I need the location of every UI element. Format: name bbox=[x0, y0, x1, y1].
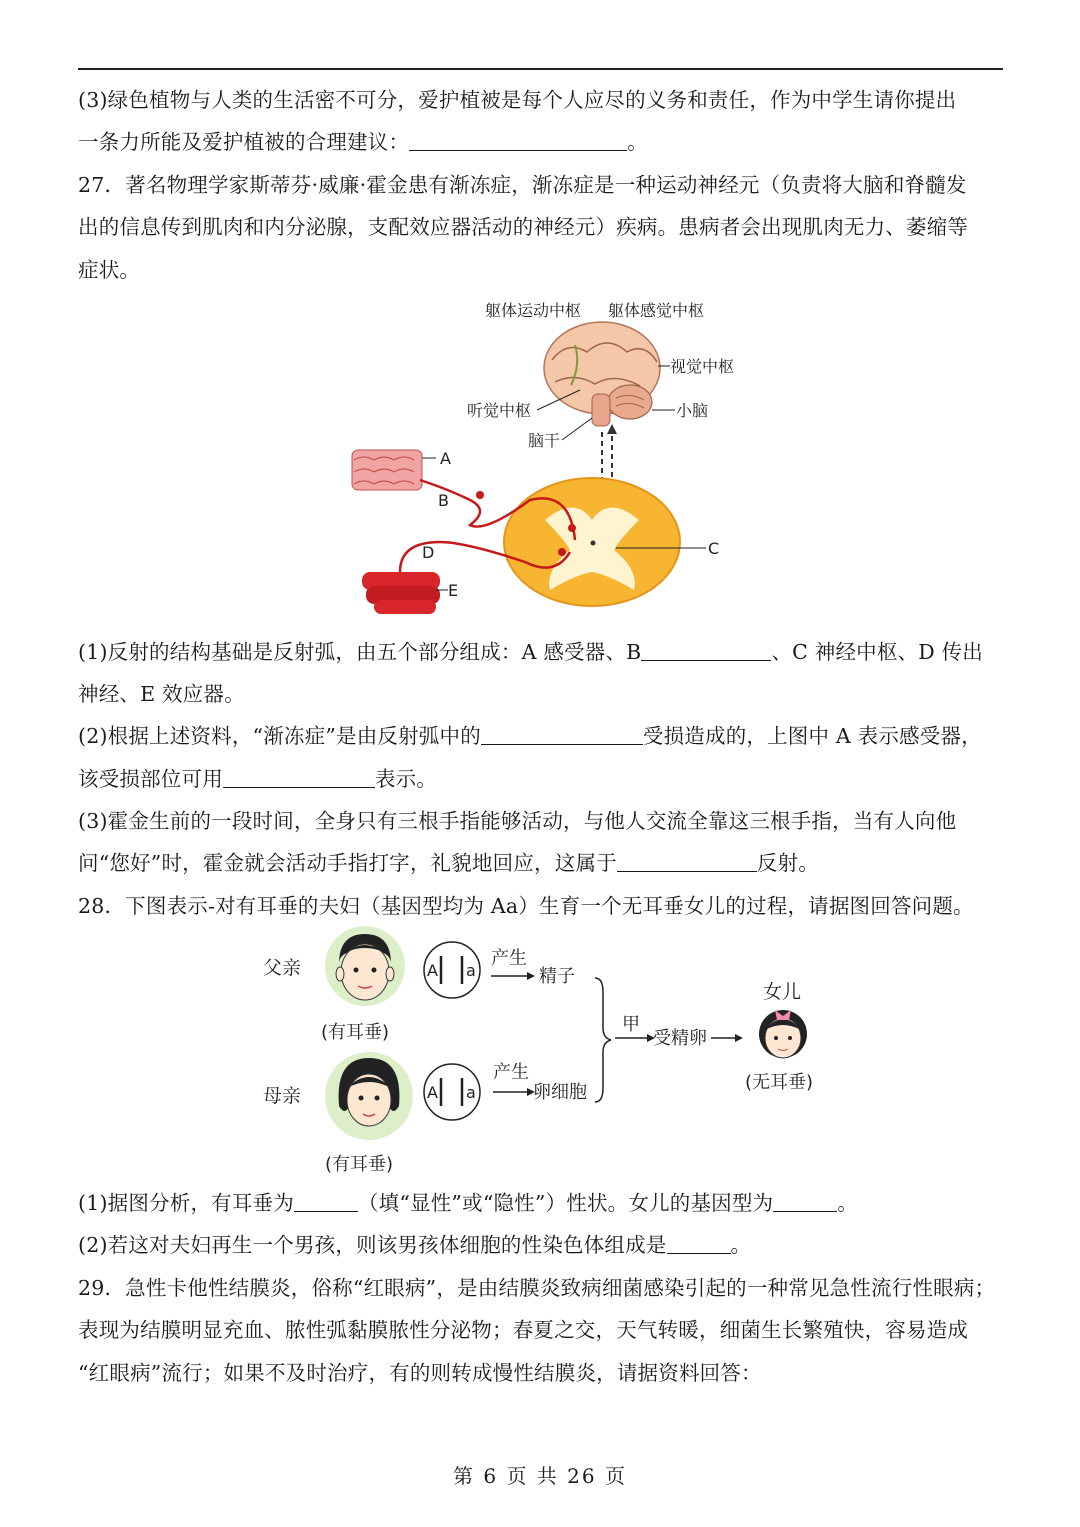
q27-3-line1: (3)霍金生前的一段时间，全身只有三根手指能够活动，与他人交流全靠这三根手指，当有人向他 bbox=[78, 809, 957, 833]
q29-line2: 表现为结膜明显充血、脓性弧黏膜脓性分泌物；春夏之交，天气转暖，细菌生长繁殖快，容易造成 bbox=[78, 1318, 969, 1342]
father-has-earlobe-label: (有耳垂) bbox=[321, 1022, 390, 1043]
sensory-center-label: 躯体感觉中枢 bbox=[608, 301, 705, 320]
motor-center-label: 躯体运动中枢 bbox=[485, 301, 582, 320]
mother-label: 母亲 bbox=[263, 1085, 302, 1107]
q27-intro-line1: 27．著名物理学家斯蒂芬·威廉·霍金患有渐冻症，渐冻症是一种运动神经元（负责将大脑和脊髓发 bbox=[78, 173, 967, 197]
visual-center-label: 视觉中枢 bbox=[670, 357, 735, 376]
answer-blank[interactable] bbox=[617, 851, 757, 872]
produce-label-father: 产生 bbox=[491, 948, 527, 969]
answer-blank[interactable] bbox=[294, 1191, 358, 1212]
auditory-center-label: 听觉中枢 bbox=[467, 401, 532, 420]
mother-cell bbox=[424, 1064, 480, 1120]
q28-2: (2)若这对夫妇再生一个男孩，则该男孩体细胞的性染色体组成是 。 bbox=[78, 1233, 752, 1257]
page-footer: 第 6 页 共 26 页 bbox=[453, 1464, 627, 1488]
q27-intro-line3: 症状。 bbox=[78, 258, 141, 282]
label-b: B bbox=[438, 491, 449, 510]
effector-muscle bbox=[362, 572, 440, 614]
sperm-label: 精子 bbox=[539, 966, 575, 987]
label-a: A bbox=[440, 449, 451, 468]
q27-1-line1: (1)反射的结构基础是反射弧，由五个部分组成：A 感受器、B 、C 神经中枢、D 传出 bbox=[78, 640, 983, 664]
q28-1: (1)据图分析，有耳垂为 （填“显性”或“隐性”）性状。女儿的基因型为 。 bbox=[78, 1191, 858, 1215]
daughter-no-earlobe-label: (无耳垂) bbox=[745, 1072, 814, 1093]
brainstem-label: 脑干 bbox=[528, 431, 561, 450]
answer-blank[interactable] bbox=[223, 767, 375, 788]
cerebellum bbox=[608, 385, 652, 419]
egg-label: 卵细胞 bbox=[533, 1082, 587, 1103]
q26-3-line2: 一条力所能及爱护植被的合理建议： 。 bbox=[78, 130, 648, 154]
svg-text:A: A bbox=[427, 1083, 438, 1102]
father-cell bbox=[424, 942, 480, 998]
mother-has-earlobe-label: (有耳垂) bbox=[325, 1154, 394, 1175]
father-avatar bbox=[325, 926, 405, 1006]
answer-blank[interactable] bbox=[409, 130, 627, 151]
earlobe-inheritance-figure bbox=[255, 926, 835, 1180]
receptor-skin bbox=[352, 450, 422, 490]
daughter-label: 女儿 bbox=[763, 981, 802, 1003]
q26-3-line1: (3)绿色植物与人类的生活密不可分，爱护植被是每个人应尽的义务和责任，作为中学生请你提出 bbox=[78, 88, 957, 112]
answer-blank[interactable] bbox=[667, 1233, 731, 1254]
q29-line1: 29．急性卡他性结膜炎，俗称“红眼病”，是由结膜炎致病细菌感染引起的一种常见急性流行性眼病； bbox=[78, 1276, 996, 1300]
q27-1-line2: 神经、E 效应器。 bbox=[78, 682, 245, 706]
q28-intro: 28．下图表示-对有耳垂的夫妇（基因型均为 Aa）生育一个无耳垂女儿的过程，请据图回答问题。 bbox=[78, 894, 974, 918]
header-rule bbox=[78, 68, 1003, 70]
answer-blank[interactable] bbox=[641, 640, 771, 661]
jia-label: 甲 bbox=[622, 1014, 640, 1035]
label-c: C bbox=[708, 539, 720, 558]
q27-3-line2: 问“您好”时，霍金就会活动手指打字，礼貌地回应，这属于 反射。 bbox=[78, 851, 819, 875]
daughter-avatar bbox=[759, 1010, 807, 1058]
q27-intro-line2: 出的信息传到肌肉和内分泌腺，支配效应器活动的神经元）疾病。患病者会出现肌肉无力、萎缩等 bbox=[78, 215, 969, 239]
mother-avatar bbox=[325, 1052, 413, 1140]
brainstem bbox=[592, 394, 610, 426]
svg-text:A: A bbox=[427, 961, 438, 980]
brace bbox=[595, 978, 611, 1102]
svg-text:a: a bbox=[466, 961, 476, 980]
zygote-label: 受精卵 bbox=[653, 1028, 707, 1049]
answer-blank[interactable] bbox=[481, 724, 643, 745]
q27-2-line2: 该受损部位可用 表示。 bbox=[78, 767, 438, 791]
reflex-arc-figure bbox=[340, 290, 760, 630]
produce-label-mother: 产生 bbox=[493, 1062, 529, 1083]
q29-line3: “红眼病”流行；如果不及时治疗，有的则转成慢性结膜炎，请据资料回答： bbox=[78, 1361, 762, 1385]
father-label: 父亲 bbox=[263, 957, 302, 979]
cerebellum-label: 小脑 bbox=[676, 401, 709, 420]
q27-2-line1: (2)根据上述资料，“渐冻症”是由反射弧中的 受损造成的，上图中 A 表示感受器， bbox=[78, 724, 982, 748]
answer-blank[interactable] bbox=[773, 1191, 837, 1212]
svg-text:a: a bbox=[466, 1083, 476, 1102]
label-e: E bbox=[448, 581, 459, 600]
label-d: D bbox=[422, 543, 435, 562]
